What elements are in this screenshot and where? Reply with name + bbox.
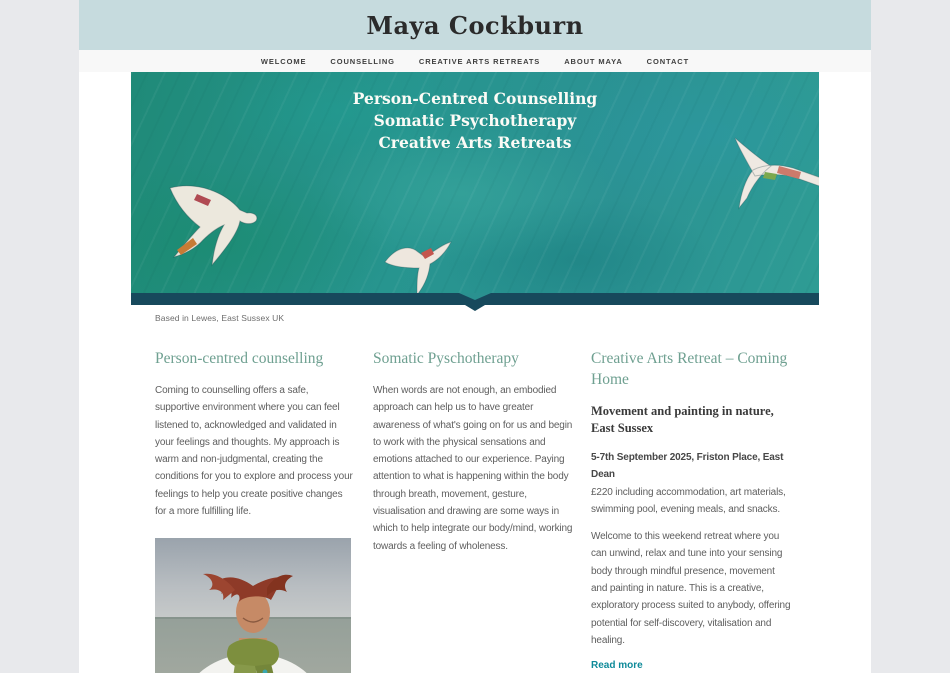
- nav-item-about-maya[interactable]: ABOUT MAYA: [564, 56, 623, 66]
- nav-item-creative-arts-retreats[interactable]: CREATIVE ARTS RETREATS: [418, 56, 541, 66]
- somatic-heading: Somatic Pyschotherapy: [373, 350, 519, 367]
- column-somatic: [373, 348, 573, 673]
- column-retreat: [591, 348, 791, 673]
- maya-portrait-photo: [155, 538, 351, 673]
- main-nav: [79, 50, 871, 72]
- hero-bottom-band: [131, 293, 819, 305]
- content-columns: [79, 348, 871, 673]
- column-counselling: [155, 348, 355, 673]
- retreat-heading: Creative Arts Retreat – Coming Home: [591, 350, 788, 388]
- site-header: [79, 0, 871, 50]
- nav-item-welcome[interactable]: WELCOME: [260, 56, 307, 66]
- retreat-price-line: £220 including accommodation, art materials, swimming pool, evening meals, and snacks.: [591, 486, 786, 515]
- retreat-date-line: 5-7th September 2025, Friston Place, East Dean: [591, 452, 784, 481]
- page: [79, 0, 871, 673]
- read-more-link[interactable]: Read more: [591, 660, 643, 672]
- nav-item-contact[interactable]: CONTACT: [646, 56, 690, 66]
- location-note: Based in Lewes, East Sussex UK: [155, 313, 285, 323]
- swallow-bird-icon: [167, 180, 297, 270]
- retreat-subheading: Movement and painting in nature, East Sussex: [591, 404, 774, 435]
- hero-line-1: Person-Centred Counselling: [352, 89, 598, 108]
- down-arrow-notch-icon: [459, 293, 491, 300]
- nav-item-counselling[interactable]: COUNSELLING: [330, 56, 395, 66]
- counselling-body: Coming to counselling offers a safe, supportive environment where you can feel listened to, acknowledged and validated in your feelings and thoughts. My approach is warm and non-judgmental, creating the conditions for you to explore and process your feelings to help you create positive changes for a more fulfilling life.: [155, 385, 353, 518]
- hero-banner: [131, 72, 819, 305]
- site-title: Maya Cockburn: [366, 10, 584, 40]
- counselling-heading: Person-centred counselling: [155, 350, 324, 367]
- swallow-bird-icon: [383, 240, 453, 293]
- hero-tagline: [131, 88, 819, 154]
- hero-line-2: Somatic Psychotherapy: [373, 111, 577, 130]
- down-arrow-divider-icon: [465, 305, 485, 311]
- retreat-body: Welcome to this weekend retreat where you can unwind, relax and tune into your sensing body through mindful presence, movement and painting in nature. This is a creative, exploratory process suited to anybody, offering potential for self-discovery, vitalisation and healing.: [591, 531, 791, 646]
- hero-line-3: Creative Arts Retreats: [378, 133, 572, 152]
- hero-painting: [131, 72, 819, 293]
- somatic-body: When words are not enough, an embodied approach can help us to have greater awareness of what's going on for us and begin to work with the physical sensations and emotions attached to our experience. Paying attention to what is happening within the body through breath, movement, gesture, visualisation and drawing are some ways in which to help integrate our body/mind, working towards a feeling of wholeness.: [373, 385, 573, 552]
